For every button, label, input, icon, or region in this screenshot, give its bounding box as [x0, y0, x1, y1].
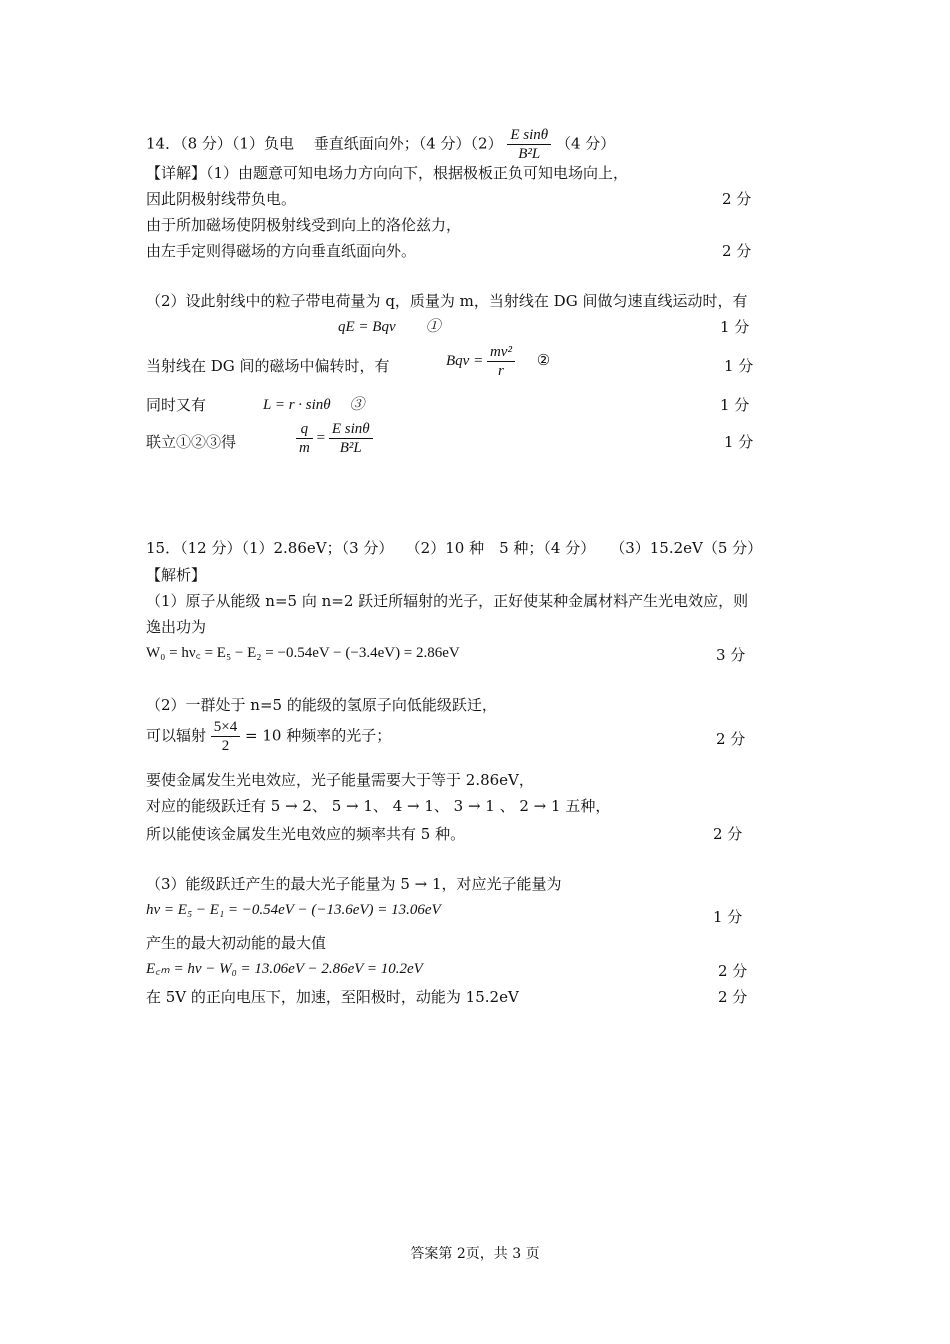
fraction-denominator: B²L — [518, 146, 541, 162]
q14-detail-line-1: 【详解】（1）由题意可知电场力方向向下，根据极板正负可知电场向上， — [146, 164, 629, 182]
fraction-denominator: B²L — [339, 440, 362, 456]
p2-line-2-prefix: 可以辐射 — [146, 726, 207, 745]
fraction-denominator: m — [299, 440, 310, 456]
q14-score-eq2: 1 分 — [724, 357, 754, 375]
q15-p2-line-4: 对应的能级跃迁有 5 → 2、 5 → 1、 4 → 1、 3 → 1 、 2 → 1 五种， — [146, 797, 611, 815]
q14-detail-line-4: 由左手定则得磁场的方向垂直纸面向外。 — [146, 242, 417, 260]
fraction-numerator: E sinθ — [329, 420, 373, 439]
q15-p3-line-3: 在 5V 的正向电压下，加速，至阳极时，动能为 15.2eV — [146, 988, 519, 1006]
equation-2-fraction — [487, 343, 515, 380]
fraction-numerator: E sinθ — [507, 126, 551, 145]
q15-analysis-label: 【解析】 — [146, 566, 207, 584]
q14-equation-1: qE = Bqv ① — [338, 319, 441, 335]
fraction-numerator: mv² — [487, 343, 515, 362]
fraction-denominator: r — [498, 363, 504, 379]
q14-heading — [146, 126, 615, 163]
q15-p2-line-2 — [146, 718, 391, 755]
q14-equation-4: $\frac{q}{m}$ = $\frac{\text{E sinθ}}{\text{B²L}}$ — [296, 420, 373, 457]
q15-p3-line-1: （3）能级跃迁产生的最大光子能量为 5 → 1，对应光子能量为 — [146, 875, 562, 893]
q15-p2-line-3: 要使金属发生光电效应，光子能量需要大于等于 2.86eV， — [146, 771, 534, 789]
q15-p2-line-1: （2）一群处于 n=5 的能级的氢原子向低能级跃迁， — [146, 696, 497, 714]
q15-score-p1: 3 分 — [716, 646, 746, 664]
q15-score-p3a: 1 分 — [713, 908, 743, 926]
q15-score-p2a: 2 分 — [716, 730, 746, 748]
q15-p1-equation: W₀ = hν꜀ = E₅ − E₂ = −0.54eV − (−3.4eV) = 2.86eV — [146, 645, 460, 661]
equation-4-lhs-fraction — [296, 420, 313, 457]
q14-detail-line-2: 因此阴极射线带负电。 — [146, 190, 297, 208]
q14-part2-intro: （2）设此射线中的粒子带电荷量为 q，质量为 m，当射线在 DG 间做匀速直线运动时，有 — [146, 292, 748, 310]
q14-score-eq1: 1 分 — [720, 318, 750, 336]
q15-p3-equation-2: E꜀ₘ = hν − W₀ = 13.06eV − 2.86eV = 10.2eV — [146, 961, 423, 977]
page-footer: 答案第 2页，共 3 页 — [410, 1246, 540, 1262]
fraction-denominator: 2 — [221, 738, 230, 754]
q14-heading-score: （4 分） — [555, 134, 616, 153]
q14-answer-fraction — [507, 126, 551, 163]
q15-heading: 15．（12 分）（1）2.86eV；（3 分） （2）10 种 5 种；（4 分） （3）15.2eV（5 分） — [146, 539, 763, 557]
fraction-numerator: q — [296, 420, 313, 439]
q15-p2-line-5: 所以能使该金属发生光电效应的频率共有 5 种。 — [146, 825, 466, 843]
equation-2-lhs: Bqv = — [446, 352, 484, 369]
p2-line-2-suffix: = 10 种频率的光子； — [245, 726, 392, 745]
q14-equation-3-text: 同时又有 — [146, 396, 207, 414]
q15-p1-line-1: （1）原子从能级 n=5 向 n=2 跃迁所辐射的光子，正好使某种金属材料产生光电效应，则 — [146, 592, 749, 610]
q14-equation-4-text: 联立①②③得 — [146, 433, 237, 451]
p2-combination-fraction — [211, 718, 240, 755]
equation-4-rhs-fraction — [329, 420, 373, 457]
q15-p1-line-2: 逸出功为 — [146, 618, 207, 636]
q15-p3-line-2: 产生的最大初动能的最大值 — [146, 934, 327, 952]
q15-score-p2b: 2 分 — [713, 825, 743, 843]
fraction-numerator: 5×4 — [211, 718, 240, 737]
q14-equation-2-text: 当射线在 DG 间的磁场中偏转时，有 — [146, 357, 390, 375]
q15-p3-equation-1: hν = E₅ − E₁ = −0.54eV − (−13.6eV) = 13.06eV — [146, 902, 441, 918]
q14-equation-3: L = r · sinθ ③ — [263, 397, 365, 413]
q15-score-p3b: 2 分 — [718, 962, 748, 980]
q14-detail-line-3: 由于所加磁场使阴极射线受到向上的洛伦兹力， — [146, 216, 462, 234]
q15-score-p3c: 2 分 — [718, 988, 748, 1006]
q14-score-eq3: 1 分 — [720, 396, 750, 414]
q14-equation-2 — [446, 343, 550, 380]
q14-score-2: 2 分 — [722, 242, 752, 260]
q14-score-1: 2 分 — [722, 190, 752, 208]
equation-2-marker: ② — [536, 352, 551, 369]
q14-heading-text: 14．（8 分）（1）负电 垂直纸面向外；（4 分）（2） — [146, 134, 503, 153]
q14-score-eq4: 1 分 — [724, 433, 754, 451]
